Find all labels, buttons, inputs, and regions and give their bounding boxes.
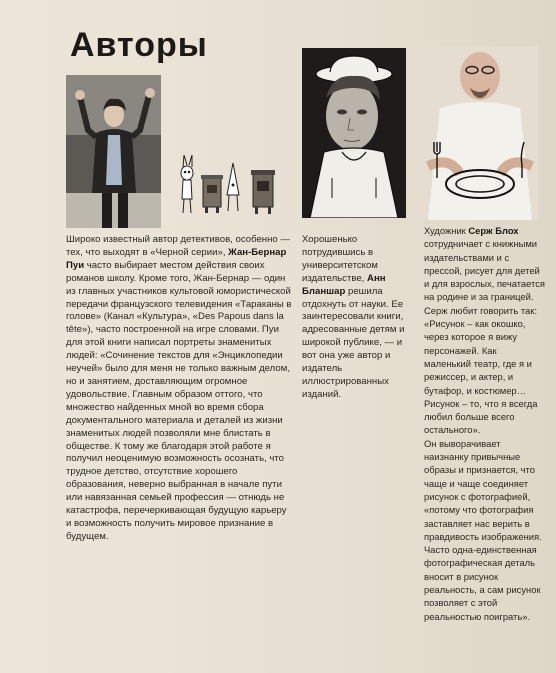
bio-text: решила отдохнуть от науки. Ее заинтересовали книги, адресованные детям и широкой публике, — и вот она уже автор и издатель иллюстрированных изданий. bbox=[302, 285, 405, 400]
bio-paragraph bbox=[302, 234, 408, 402]
bio-text: Он выворачивает наизнанку привычные образы и признается, что чаще и чаще соединяет рисунок с фотографией, «потому что фотография заставляет нас верить в правдивость изображения. Часто одна-единственная фотографическая деталь вносит в рисунок реальность, а сам рисунок позволяет с этой реальностью поиграть». bbox=[424, 437, 542, 622]
bio-text: сотрудничает с книжными издательствами и с прессой, рисует для детей и для взрослых, печатается на родине и за границей. Серж любит говорить так: «Рисунок – как окошко, через которое я вижу персонажей. Как маленький театр, где я и режиссер, и актер, и бутафор, и костюмер… Рисунок – то, что я всегда любил больше всего остального». bbox=[424, 238, 545, 436]
author-name: Серж Блох bbox=[468, 225, 519, 236]
bio-anne-blanchard bbox=[302, 234, 408, 402]
author-photo-jean-bernard-pouy bbox=[66, 75, 161, 228]
bio-text: Художник bbox=[424, 225, 469, 236]
bio-serge-bloch bbox=[424, 224, 546, 623]
bio-paragraph bbox=[424, 437, 546, 623]
author-name: Анн Бланшар bbox=[302, 272, 386, 297]
page-title: Авторы bbox=[70, 26, 208, 64]
bio-paragraph bbox=[424, 224, 546, 437]
bio-paragraph bbox=[66, 234, 292, 544]
doodle-illustrations bbox=[175, 155, 285, 225]
author-name: Жан-Бернар Пуи bbox=[66, 246, 287, 271]
bio-text: Хорошенько потрудившись в университетском издательстве, bbox=[302, 234, 378, 284]
author-photo-serge-bloch bbox=[420, 46, 538, 220]
bio-text: Широко известный автор детективов, особенно — тех, что выходят в «Черной серии», bbox=[66, 234, 291, 258]
bio-jean-bernard-pouy bbox=[66, 234, 292, 544]
bio-text: часто выбирает местом действия своих романов школу. Кроме того, Жан-Бернар — один из главных участников культовой юмористической передачи французского телевидения «Тараканы в голове» (Канал «Культура», «Des Papous dans la tête»), часто построенной на игре словами. Пуи для этой книги написал портреты знаменитых людей: «Сочинение текстов для «Энциклопедии неучей» было для меня не только важным делом, но и занятием, доставляющим огромное удовольствие. Главным образом оттого, что множество найденных мной во время сбора документального материала и деталей из жизни знаменитых людей позволяли мне блистать в обществе. К тому же благодаря этой работе я получил неоценимую возможность осознать, что трудное детство, отсутствие хорошего образования, неверно выбранная в начале пути или навязанная семьей профессия — отнюдь не катастрофа, перечеркивающая будущую карьеру и возможность получить мировое признание в будущем. bbox=[66, 259, 292, 542]
author-photo-anne-blanchard bbox=[302, 48, 406, 218]
